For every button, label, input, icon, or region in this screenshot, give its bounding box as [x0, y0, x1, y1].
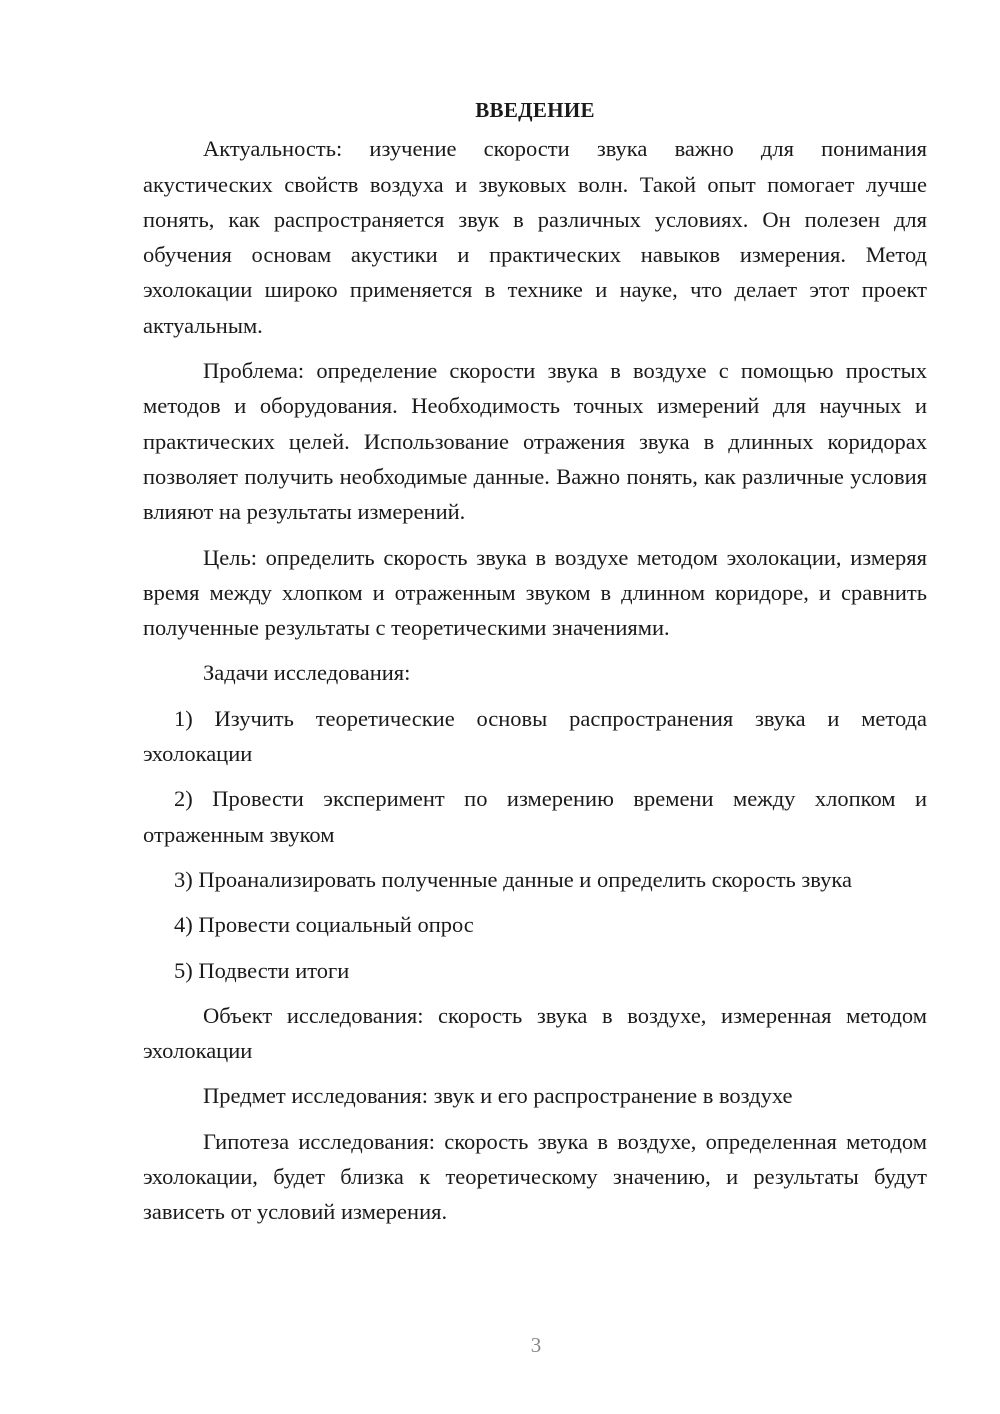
document-page: [143, 93, 927, 1240]
paragraph-object: Объект исследования: скорость звука в воздухе, измеренная методом эхолокации: [143, 1002, 927, 1064]
task-item-5: 5) Подвести итоги: [174, 957, 350, 983]
paragraph-problem: Проблема: определение скорости звука в воздухе с помощью простых методов и оборудования. Необходимость точных измерений для научных и практических целей. Использование отражения звука в длинных коридорах позволяет получить необходимые данные. Важно понять, как различные условия влияют на результаты измерений.: [143, 358, 927, 525]
page-number: 3: [530, 1333, 542, 1357]
task-item-4: 4) Провести социальный опрос: [174, 912, 474, 938]
task-item-2: 2) Провести эксперимент по измерению времени между хлопком и отраженным звуком: [143, 786, 927, 847]
tasks-heading: Задачи исследования:: [203, 660, 411, 686]
section-title: ВВЕДЕНИЕ: [475, 98, 595, 122]
paragraph-subject: Предмет исследования: звук и его распространение в воздухе: [203, 1083, 793, 1109]
paragraph-hypothesis: Гипотеза исследования: скорость звука в воздухе, определенная методом эхолокации, будет близка к теоретическому значению, и результаты будут зависеть от условий измерения.: [143, 1128, 927, 1225]
paragraph-relevance: Актуальность: изучение скорости звука важно для понимания акустических свойств воздуха и звуковых волн. Такой опыт помогает лучше понять, как распространяется звук в различных условиях. Он полезен для обучения основам акустики и практических навыков измерения. Метод эхолокации широко применяется в технике и науке, что делает этот проект актуальным.: [143, 136, 927, 338]
task-item-1: 1) Изучить теоретические основы распространения звука и метода эхолокации: [143, 705, 927, 767]
task-item-3: 3) Проанализировать полученные данные и определить скорость звука: [174, 866, 852, 892]
paragraph-goal: Цель: определить скорость звука в воздухе методом эхолокации, измеряя время между хлопком и отраженным звуком в длинном коридоре, и сравнить полученные результаты с теоретическими значениями.: [143, 544, 927, 641]
